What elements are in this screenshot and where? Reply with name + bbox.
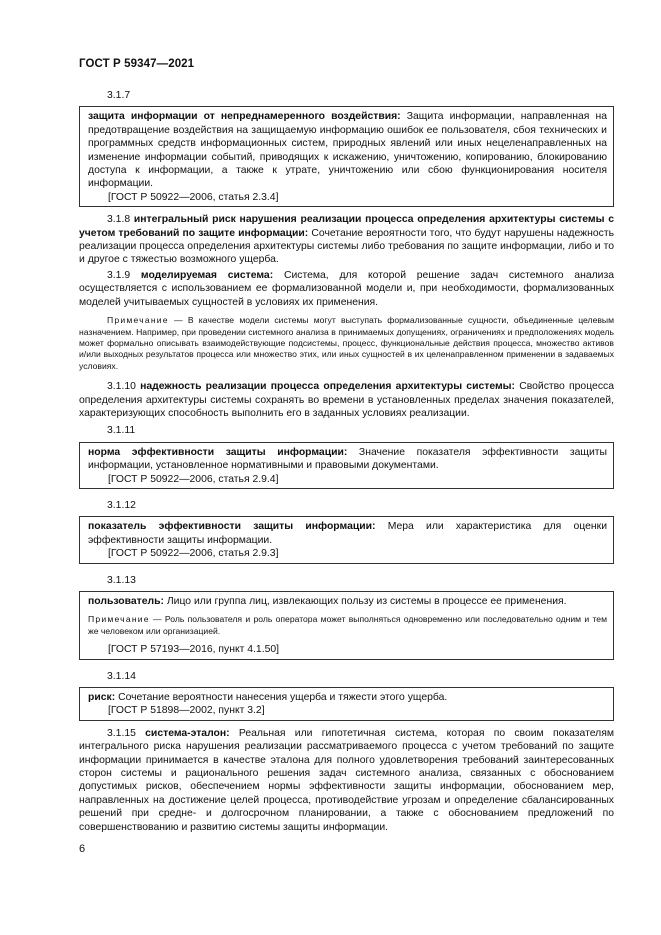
definition-text: Защита информации, направленная на предотвращение воздействия на защищаемую информацию ошибок ее пользователя, сбоя технических и программных средств информационных систем, природных явлений или иных нецеленаправленных на изменение информации событий, приводящих к искажению, уничтожению, копированию, блокированию доступа к информации, а также к утрате, уничтожению или сбою функционирования носителя информации.: [88, 111, 607, 190]
document-header: ГОСТ Р 59347—2021: [79, 58, 195, 70]
definition-text: Реальная или гипотетичная система, которая по своим показателям интегрального риска нарушения реализации рассматриваемого процесса с учетом требований по защите информации принимается в качестве эталона для полного удовлетворения требований заинтересованных сторон системы и рационального решения задач системного анализа, связанных с обоснованием допустимых рисков, обеспечением нормы эффективности защиты информации, обоснованием мер, направленных на достижение целей процесса, противодействие угрозам и определение сбалансированных решений при средне- и долгосрочном планировании, а также с обоснованием предложений по совершенствованию и развитию системы защиты информации.: [79, 727, 615, 833]
term: надежность реализации процесса определения архитектуры системы:: [140, 381, 516, 393]
definition: [79, 269, 614, 309]
term: показатель эффективности защиты информации:: [88, 521, 376, 533]
entry-number: 3.1.15: [107, 727, 136, 739]
source-reference: [ГОСТ Р 50922—2006, статья 2.9.3]: [108, 548, 279, 560]
definition: [88, 691, 607, 704]
term: риск:: [88, 692, 116, 704]
entry-number: 3.1.14: [107, 670, 136, 682]
source-reference: [ГОСТ Р 51898—2002, пункт 3.2]: [108, 705, 265, 717]
note: [79, 315, 614, 372]
definition: [79, 380, 614, 420]
entry-number: 3.1.12: [107, 499, 136, 511]
definition: [88, 110, 607, 190]
note-label: Примечание: [107, 315, 169, 326]
term: интегральный риск нарушения реализации процесса определения архитектуры системы с учетом требований по защите информации:: [79, 214, 614, 239]
source-reference: [ГОСТ Р 57193—2016, пункт 4.1.50]: [108, 644, 280, 656]
source-reference: [ГОСТ Р 50922—2006, статья 2.9.4]: [108, 473, 279, 485]
term: система-эталон:: [145, 727, 230, 739]
entry-number: 3.1.10: [107, 381, 136, 393]
definition: [88, 446, 607, 473]
note-text: — Роль пользователя и роль оператора может выполняться одновременно или последовательно одним и тем же человеком или организацией.: [88, 614, 607, 636]
document-body: [79, 89, 614, 836]
definition: [88, 520, 607, 547]
definition: [88, 595, 607, 608]
note-text: — В качестве модели системы могут выступать формализованные сущности, объединенные целевым назначением. Например, при проведении системного анализа в принимаемых допущениях, ограничениях и предположениях модель может формально описывать взаимодействующие подсистемы, процесс, функциональные действия процесса, множество активов и/или выходных результатов процесса или множество этих, или иных сущностей в их целенаправленном применении в задаваемых условиях.: [79, 315, 614, 371]
definition: [79, 727, 614, 834]
term-box: [79, 442, 614, 489]
term-box: [79, 106, 614, 207]
source-reference: [ГОСТ Р 50922—2006, статья 2.3.4]: [108, 191, 279, 203]
definition: [79, 213, 614, 267]
entry-number: 3.1.9: [107, 269, 131, 281]
definition-text: Свойство процесса определения архитектуры системы сохранять во времени в установленных пределах значения показателей, характеризующих способность выполнить его в заданных условиях реализации.: [79, 381, 614, 419]
note-label: Примечание: [88, 614, 150, 625]
term-box: [79, 516, 614, 563]
term: моделируемая система:: [140, 269, 274, 281]
term: пользователь:: [88, 596, 164, 607]
definition-text: Сочетание вероятности нанесения ущерба и тяжести этого ущерба.: [115, 692, 448, 704]
definition-text: Мера или характеристика для оценки эффективности защиты информации.: [88, 521, 607, 546]
entry-number: 3.1.8: [107, 214, 131, 226]
definition-text: Система, для которой решение задач системного анализа осуществляется с использованием ее формализованной модели и, при необходимости, формализованных моделей учитываемых сущностей в условиях их применения.: [79, 269, 615, 308]
entry-number: 3.1.13: [107, 574, 136, 586]
term-box: [79, 687, 614, 721]
term-box: [79, 591, 614, 660]
entry-number: 3.1.11: [107, 425, 136, 437]
page-number: 6: [79, 843, 86, 855]
entry-number: 3.1.7: [107, 90, 131, 101]
note: [88, 614, 607, 637]
definition-text: Сочетание вероятности того, что будут нарушены надежность реализации процесса определения архитектуры системы либо требования по защите информации, либо и то и другое с тяжестью возможного ущерба.: [79, 227, 614, 266]
definition-text: Лицо или группа лиц, извлекающих пользу из системы в процессе ее применения.: [163, 596, 567, 607]
term: норма эффективности защиты информации:: [88, 446, 348, 458]
term: защита информации от непреднамеренного воздействия:: [88, 111, 401, 123]
definition-text: Значение показателя эффективности защиты информации, установленное нормативными и правовыми документами.: [88, 446, 607, 472]
